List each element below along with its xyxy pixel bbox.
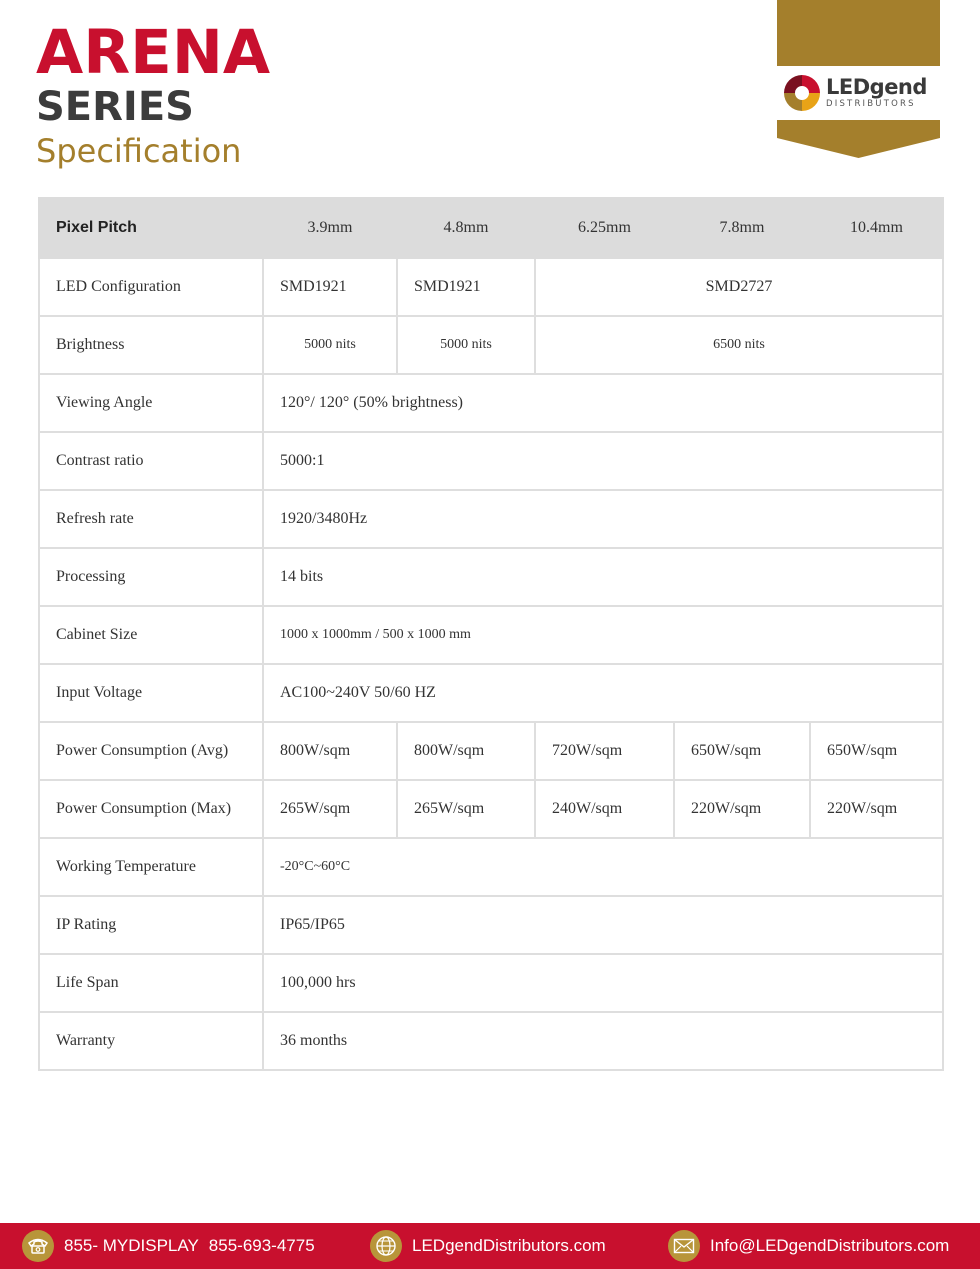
footer-bar (0, 1223, 980, 1269)
pitch-cell: 3.9mm (263, 198, 397, 258)
globe-icon (370, 1230, 402, 1262)
row-label: Power Consumption (Max) (39, 780, 263, 838)
table-row-led-config (39, 258, 943, 316)
phone-text: 855- MYDISPLAY (64, 1236, 199, 1255)
value-cell: SMD1921 (397, 258, 535, 316)
table-row-brightness (39, 316, 943, 374)
value-cell: 265W/sqm (397, 780, 535, 838)
value-cell: 36 months (263, 1012, 943, 1070)
page-title: ARENA (36, 17, 271, 88)
pitch-cell: 4.8mm (397, 198, 535, 258)
pitch-cell: 6.25mm (535, 198, 674, 258)
value-cell: 6500 nits (535, 316, 943, 374)
pitch-cell: 7.8mm (674, 198, 810, 258)
value-cell: AC100~240V 50/60 HZ (263, 664, 943, 722)
logo-sub-text: DISTRIBUTORS (826, 99, 916, 110)
row-label: Processing (39, 548, 263, 606)
logo-swirl-icon (781, 72, 823, 114)
table-row-ip (39, 896, 943, 954)
table-row-temperature (39, 838, 943, 896)
value-cell: SMD2727 (535, 258, 943, 316)
value-cell: 1000 x 1000mm / 500 x 1000 mm (263, 606, 943, 664)
email-link[interactable]: Info@LEDgendDistributors.com (710, 1236, 950, 1255)
value-cell: IP65/IP65 (263, 896, 943, 954)
table-row-warranty (39, 1012, 943, 1070)
value-cell: 120°/ 120° (50% brightness) (263, 374, 943, 432)
value-cell: 100,000 hrs (263, 954, 943, 1012)
table-row-processing (39, 548, 943, 606)
page-subtitle: SERIES (36, 84, 194, 130)
pitch-cell: 10.4mm (810, 198, 943, 258)
value-cell: 650W/sqm (674, 722, 810, 780)
value-cell: 240W/sqm (535, 780, 674, 838)
footer-website[interactable] (370, 1229, 606, 1263)
row-label: Contrast ratio (39, 432, 263, 490)
table-row-power-avg (39, 722, 943, 780)
value-cell: 650W/sqm (810, 722, 943, 780)
title-block (36, 18, 270, 170)
row-label: Life Span (39, 954, 263, 1012)
logo-brand-text: LEDgend (826, 75, 927, 100)
value-cell: 220W/sqm (810, 780, 943, 838)
phone-number: 855-693-4775 (208, 1236, 315, 1255)
row-label: Cabinet Size (39, 606, 263, 664)
row-label: IP Rating (39, 896, 263, 954)
value-cell: 1920/3480Hz (263, 490, 943, 548)
spec-table (38, 197, 944, 1071)
value-cell: 800W/sqm (263, 722, 397, 780)
value-cell: -20°C~60°C (263, 838, 943, 896)
value-cell: 220W/sqm (674, 780, 810, 838)
row-label: Working Temperature (39, 838, 263, 896)
table-row-life (39, 954, 943, 1012)
row-label: Pixel Pitch (39, 198, 263, 258)
table-row-voltage (39, 664, 943, 722)
footer-email[interactable] (668, 1229, 949, 1263)
table-row-refresh (39, 490, 943, 548)
table-row-power-max (39, 780, 943, 838)
row-label: Viewing Angle (39, 374, 263, 432)
website-link[interactable]: LEDgendDistributors.com (412, 1236, 606, 1255)
value-cell: 800W/sqm (397, 722, 535, 780)
value-cell: 14 bits (263, 548, 943, 606)
value-cell: 5000:1 (263, 432, 943, 490)
page-tagline: Specification (36, 132, 242, 170)
table-row-pixel-pitch (39, 198, 943, 258)
row-label: Refresh rate (39, 490, 263, 548)
value-cell: 5000 nits (263, 316, 397, 374)
row-label: LED Configuration (39, 258, 263, 316)
value-cell: 720W/sqm (535, 722, 674, 780)
table-row-viewing-angle (39, 374, 943, 432)
row-label: Brightness (39, 316, 263, 374)
brand-logo[interactable] (777, 66, 940, 120)
envelope-icon (668, 1230, 700, 1262)
value-cell: 5000 nits (397, 316, 535, 374)
value-cell: SMD1921 (263, 258, 397, 316)
footer-phone[interactable] (22, 1229, 315, 1263)
row-label: Power Consumption (Avg) (39, 722, 263, 780)
telephone-icon (22, 1230, 54, 1262)
row-label: Warranty (39, 1012, 263, 1070)
value-cell: 265W/sqm (263, 780, 397, 838)
table-row-cabinet (39, 606, 943, 664)
row-label: Input Voltage (39, 664, 263, 722)
table-row-contrast (39, 432, 943, 490)
